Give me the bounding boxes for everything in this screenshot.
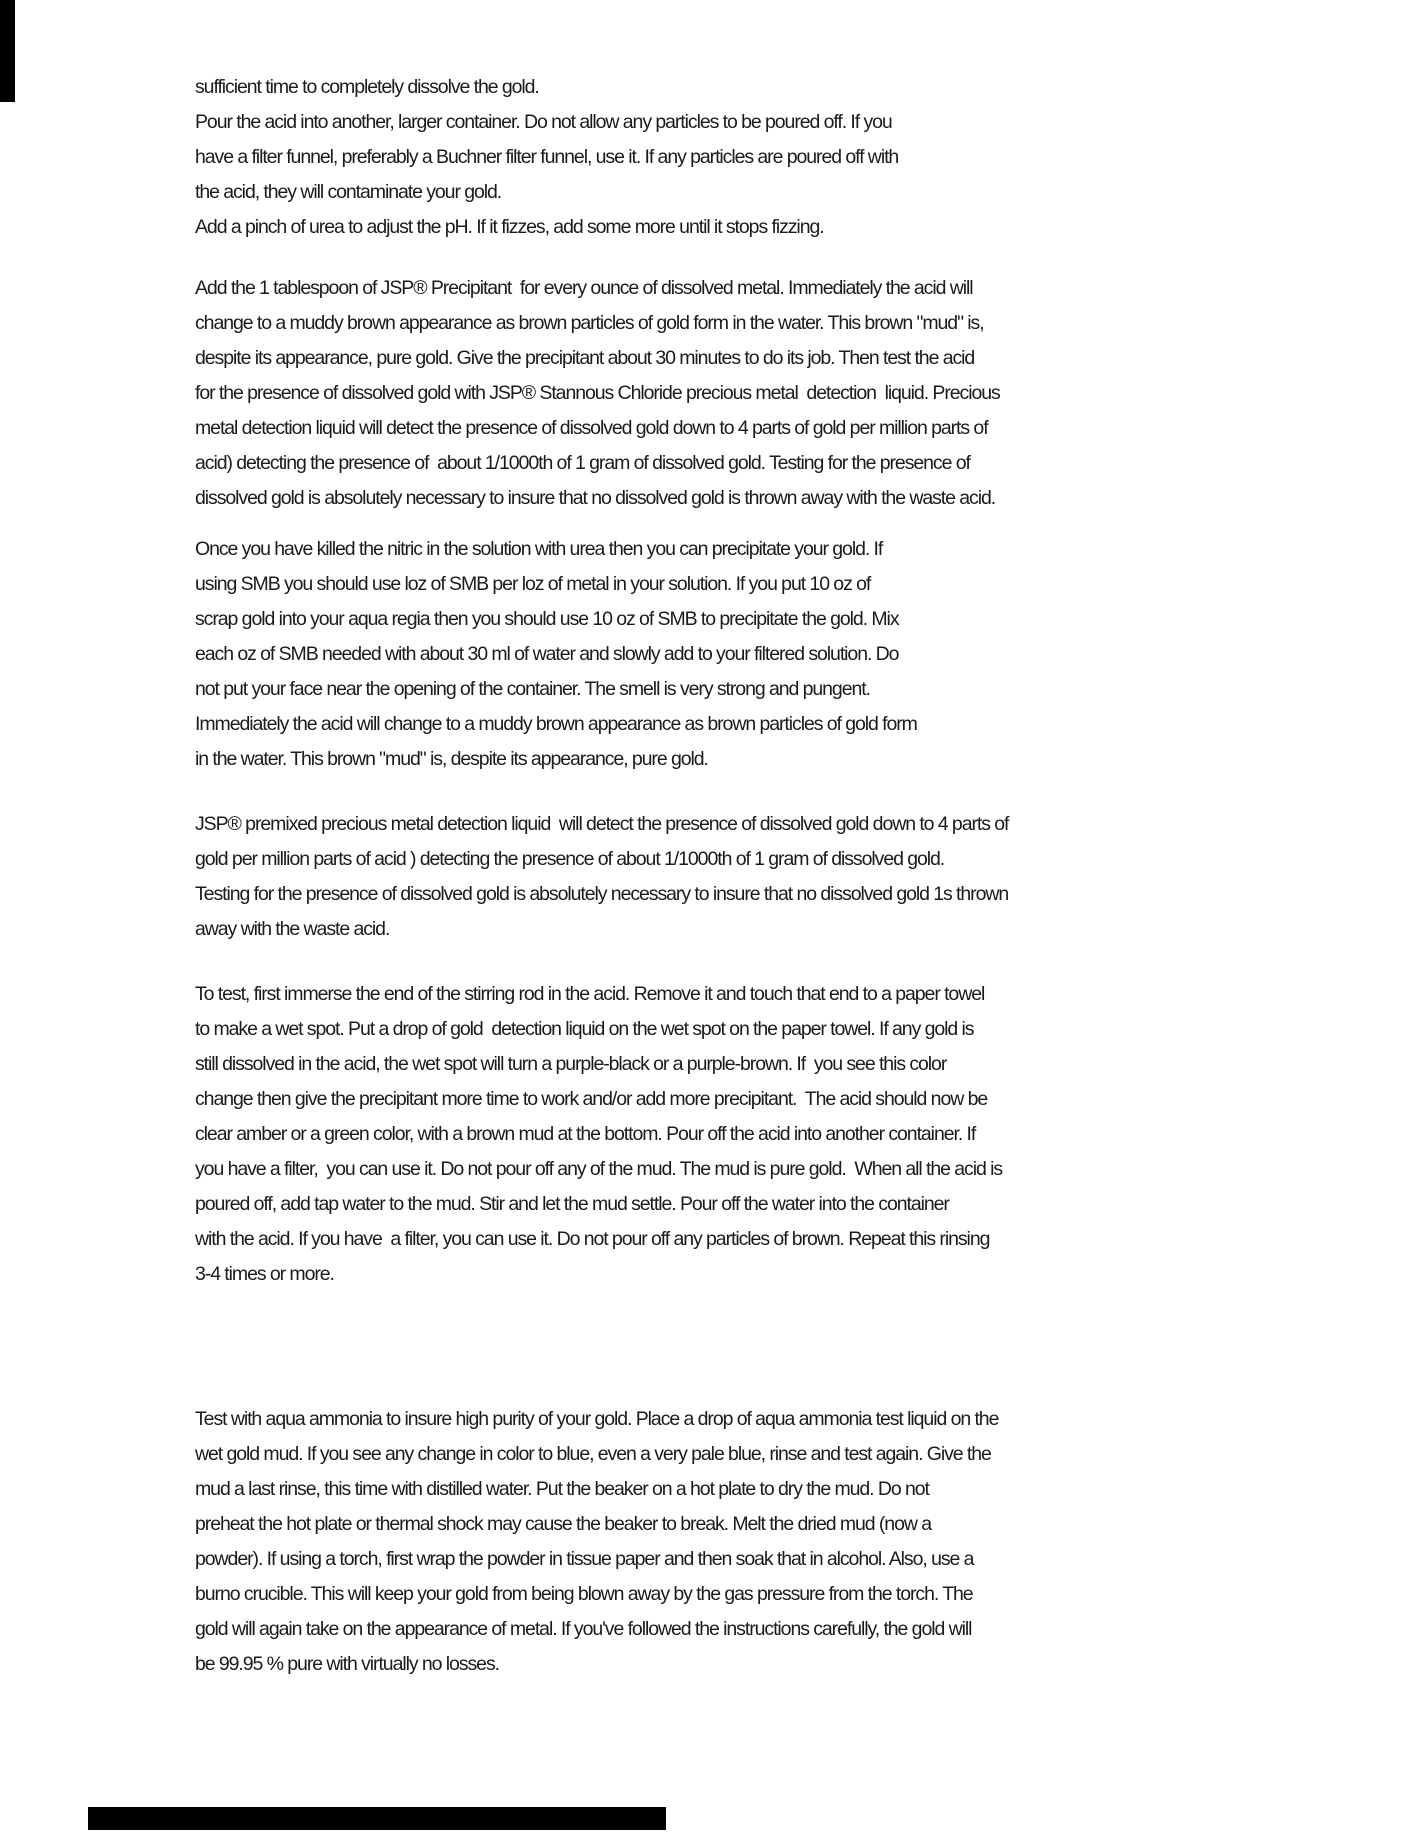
paragraph <box>195 977 1355 1292</box>
text-line: change then give the precipitant more time to work and/or add more precipitant. The acid should now be <box>195 1088 988 1110</box>
paragraph <box>195 271 1355 516</box>
text-line: 3-4 times or more. <box>195 1263 334 1285</box>
text-line: Add a pinch of urea to adjust the pH. If it fizzes, add some more until it stops fizzing. <box>195 216 824 238</box>
text-line: in the water. This brown "mud" is, despite its appearance, pure gold. <box>195 748 708 770</box>
text-line: Add the 1 tablespoon of JSP® Precipitant for every ounce of dissolved metal. Immediately the acid will <box>195 277 973 299</box>
text-line: Once you have killed the nitric in the solution with urea then you can precipitate your gold. If <box>195 538 883 560</box>
text-line: Test with aqua ammonia to insure high purity of your gold. Place a drop of aqua ammonia test liquid on the <box>195 1408 999 1430</box>
text-line: sufficient time to completely dissolve the gold. <box>195 76 539 98</box>
text-line: burno crucible. This will keep your gold from being blown away by the gas pressure from the torch. The <box>195 1583 973 1605</box>
text-line: powder). If using a torch, first wrap the powder in tissue paper and then soak that in alcohol. Also, use a <box>195 1548 974 1570</box>
text-line: Pour the acid into another, larger container. Do not allow any particles to be poured off. If you <box>195 111 892 133</box>
text-line: be 99.95 % pure with virtually no losses. <box>195 1653 499 1675</box>
text-line: away with the waste acid. <box>195 918 390 940</box>
paragraph <box>195 70 1355 245</box>
text-line: mud a last rinse, this time with distilled water. Put the beaker on a hot plate to dry the mud. Do not <box>195 1478 929 1500</box>
text-line: have a filter funnel, preferably a Buchner filter funnel, use it. If any particles are poured off with <box>195 146 899 168</box>
text-line: for the presence of dissolved gold with JSP® Stannous Chloride precious metal detection liquid. Precious <box>195 382 1000 404</box>
paragraph <box>195 807 1355 947</box>
text-line: using SMB you should use loz of SMB per loz of metal in your solution. If you put 10 oz of <box>195 573 871 595</box>
text-line: poured off, add tap water to the mud. Stir and let the mud settle. Pour off the water into the container <box>195 1193 949 1215</box>
text-line: Testing for the presence of dissolved gold is absolutely necessary to insure that no dissolved gold 1s thrown <box>195 883 1009 905</box>
text-line: gold will again take on the appearance of metal. If you've followed the instructions carefully, the gold will <box>195 1618 972 1640</box>
text-line: not put your face near the opening of the container. The smell is very strong and pungent. <box>195 678 870 700</box>
text-line: gold per million parts of acid ) detecting the presence of about 1/1000th of 1 gram of dissolved gold. <box>195 848 945 870</box>
text-line: dissolved gold is absolutely necessary to insure that no dissolved gold is thrown away with the waste acid. <box>195 487 996 509</box>
text-line: to make a wet spot. Put a drop of gold detection liquid on the wet spot on the paper towel. If any gold is <box>195 1018 974 1040</box>
text-line: each oz of SMB needed with about 30 ml of water and slowly add to your filtered solution. Do <box>195 643 899 665</box>
text-line: metal detection liquid will detect the presence of dissolved gold down to 4 parts of gold per million parts of <box>195 417 988 439</box>
document-body <box>195 70 1355 1682</box>
text-line: change to a muddy brown appearance as brown particles of gold form in the water. This brown "mud" is, <box>195 312 984 334</box>
text-line: scrap gold into your aqua regia then you should use 10 oz of SMB to precipitate the gold. Mix <box>195 608 899 630</box>
text-line: preheat the hot plate or thermal shock may cause the beaker to break. Melt the dried mud (now a <box>195 1513 931 1535</box>
text-line: clear amber or a green color, with a brown mud at the bottom. Pour off the acid into another container. If <box>195 1123 976 1145</box>
text-line: still dissolved in the acid, the wet spot will turn a purple-black or a purple-brown. If you see this color <box>195 1053 947 1075</box>
text-line: you have a filter, you can use it. Do not pour off any of the mud. The mud is pure gold. When all the acid is <box>195 1158 1003 1180</box>
text-line: despite its appearance, pure gold. Give the precipitant about 30 minutes to do its job. Then test the acid <box>195 347 975 369</box>
scan-artifact-bottom-bar <box>88 1807 666 1830</box>
text-line: wet gold mud. If you see any change in color to blue, even a very pale blue, rinse and test again. Give the <box>195 1443 991 1465</box>
text-line: the acid, they will contaminate your gold. <box>195 181 502 203</box>
text-line: with the acid. If you have a filter, you can use it. Do not pour off any particles of brown. Repeat this rinsing <box>195 1228 990 1250</box>
text-line: JSP® premixed precious metal detection liquid will detect the presence of dissolved gold down to 4 parts of <box>195 813 1009 835</box>
text-line: To test, first immerse the end of the stirring rod in the acid. Remove it and touch that end to a paper towel <box>195 983 985 1005</box>
text-line: Immediately the acid will change to a muddy brown appearance as brown particles of gold form <box>195 713 917 735</box>
text-line: acid) detecting the presence of about 1/1000th of 1 gram of dissolved gold. Testing for the presence of <box>195 452 970 474</box>
paragraph <box>195 532 1355 777</box>
paragraph <box>195 1402 1355 1682</box>
scan-artifact-top-left <box>0 0 15 102</box>
